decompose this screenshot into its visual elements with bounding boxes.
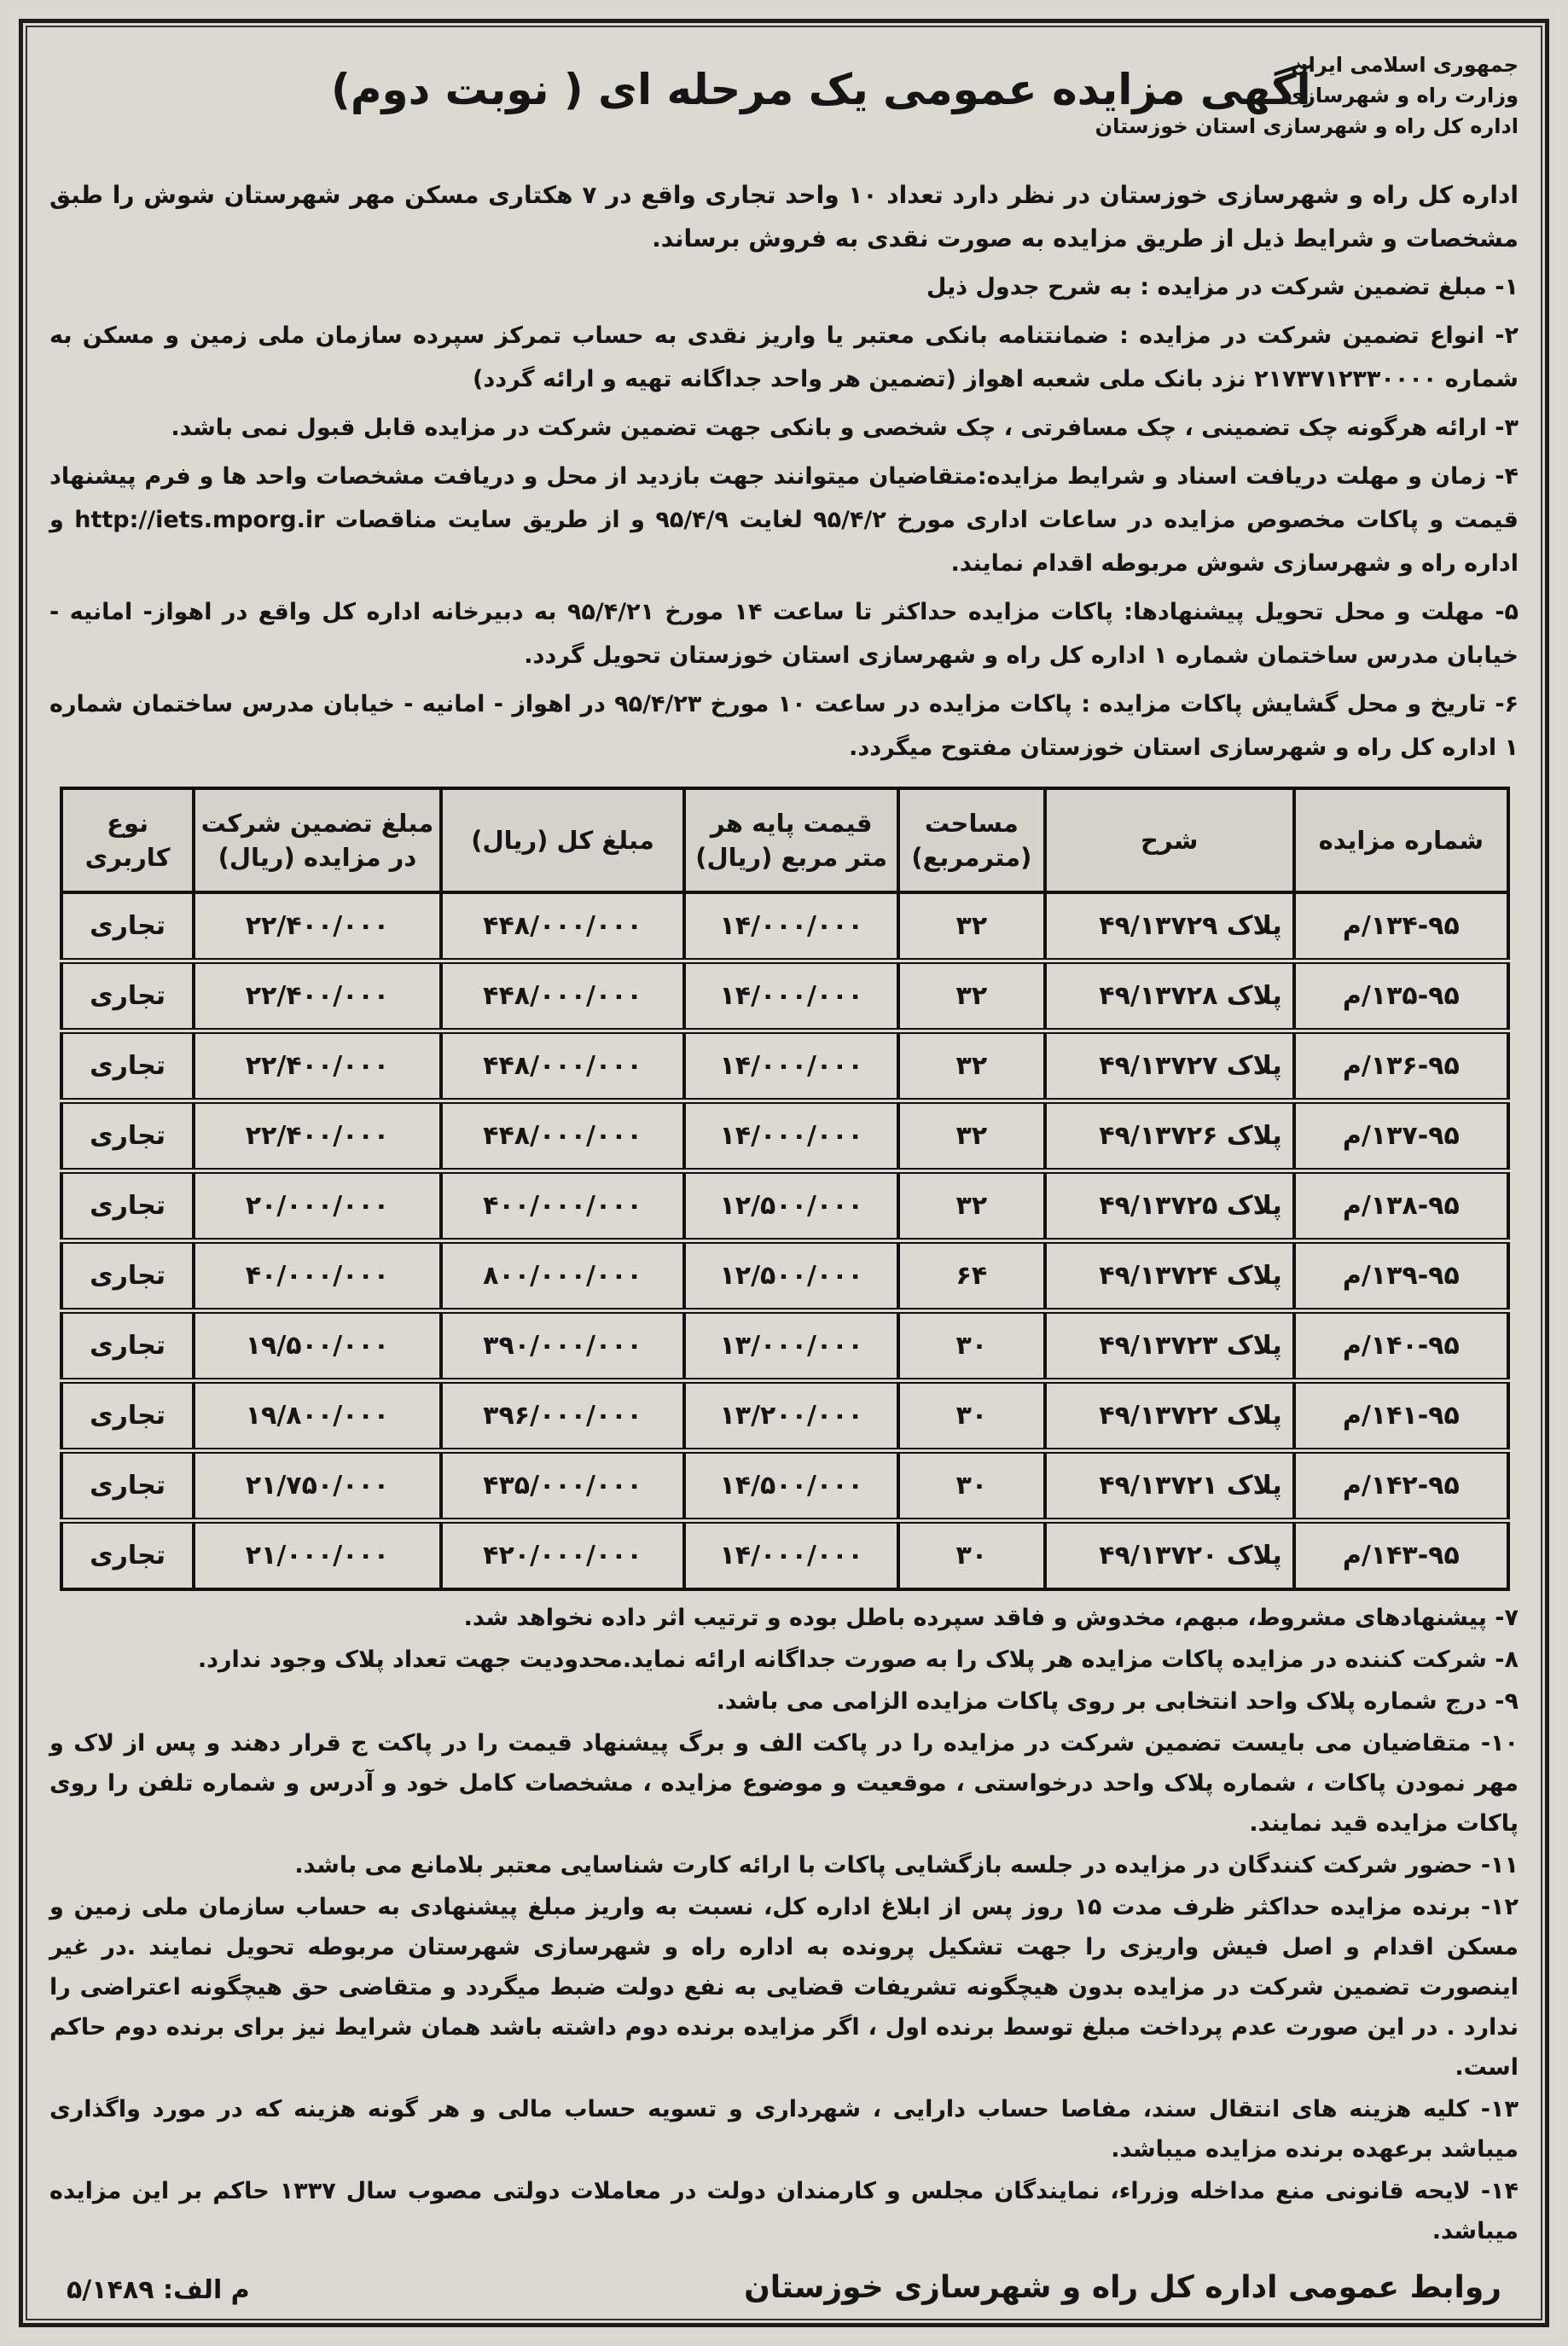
header-deposit: مبلغ تضمین شرکت در مزایده (ریال) <box>194 788 440 892</box>
header-usage: نوع کاربری <box>61 788 194 892</box>
description-cell: پلاک ۴۹/۱۳۷۲۰ <box>1045 1521 1294 1590</box>
auction-number-cell: ۱۳۹-۹۵/م <box>1294 1241 1508 1311</box>
base-price-cell: ۱۴/۰۰۰/۰۰۰ <box>684 1521 898 1590</box>
clause-4 <box>49 455 1519 585</box>
total-amount-cell: ۸۰۰/۰۰۰/۰۰۰ <box>441 1241 685 1311</box>
total-amount-cell: ۴۴۸/۰۰۰/۰۰۰ <box>441 961 685 1031</box>
description-cell: پلاک ۴۹/۱۳۷۲۷ <box>1045 1031 1294 1101</box>
total-amount-cell: ۴۴۸/۰۰۰/۰۰۰ <box>441 1101 685 1171</box>
deposit-cell: ۲۲/۴۰۰/۰۰۰ <box>194 892 440 961</box>
base-price-cell: ۱۴/۰۰۰/۰۰۰ <box>684 892 898 961</box>
table-row <box>61 1171 1508 1241</box>
table-header-row <box>61 788 1508 892</box>
condition-10: ۱۰- متقاضیان می بایست تضمین شرکت در مزایده را در پاکت الف و برگ پیشنهاد قیمت را در پاکت ج قرار دهند و پس از لاک و مهر نمودن پاکات ، شماره پلاک واحد درخواستی ، موقعیت و موضوع مزایده ، مشخصات کامل خود و آدرس و شماره تلفن را روی پاکات مزایده قید نمایند. <box>49 1730 1519 1837</box>
usage-cell: تجاری <box>61 1381 194 1451</box>
usage-cell: تجاری <box>61 892 194 961</box>
condition-9: ۹- درج شماره پلاک واحد انتخابی بر روی پاکات مزایده الزامی می باشد. <box>716 1688 1519 1715</box>
total-amount-cell: ۴۲۰/۰۰۰/۰۰۰ <box>441 1521 685 1590</box>
deposit-cell: ۲۱/۷۵۰/۰۰۰ <box>194 1451 440 1521</box>
auction-number-cell: ۱۴۰-۹۵/م <box>1294 1311 1508 1381</box>
description-cell: پلاک ۴۹/۱۳۷۲۱ <box>1045 1451 1294 1521</box>
org-line-department: اداره کل راه و شهرسازی استان خوزستان <box>1095 114 1519 138</box>
page-title: آگهی مزایده عمومی یک مرحله ای ( نوبت دوم) <box>331 65 1311 114</box>
area-cell: ۶۴ <box>898 1241 1045 1311</box>
area-cell: ۳۲ <box>898 961 1045 1031</box>
table-row <box>61 1311 1508 1381</box>
table-row <box>61 1381 1508 1451</box>
footer <box>49 2263 1519 2323</box>
condition-13: ۱۳- کلیه هزینه های انتقال سند، مفاصا حساب دارایی ، شهرداری و تسویه حساب مالی و هر گونه هزینه که در مورد واگذاری میباشد برعهده برنده مزایده میباشد. <box>49 2096 1519 2163</box>
area-cell: ۳۲ <box>898 1031 1045 1101</box>
header <box>49 49 1519 173</box>
conditions-list <box>49 1598 1519 2251</box>
auction-number-cell: ۱۳۶-۹۵/م <box>1294 1031 1508 1101</box>
auction-table-body <box>61 892 1508 1589</box>
org-line-ministry: وزارت راه و شهرسازی <box>1285 84 1519 107</box>
total-amount-cell: ۴۴۸/۰۰۰/۰۰۰ <box>441 892 685 961</box>
deposit-cell: ۱۹/۵۰۰/۰۰۰ <box>194 1311 440 1381</box>
auction-number-cell: ۱۳۷-۹۵/م <box>1294 1101 1508 1171</box>
area-cell: ۳۰ <box>898 1381 1045 1451</box>
header-total-amount: مبلغ کل (ریال) <box>441 788 685 892</box>
usage-cell: تجاری <box>61 1451 194 1521</box>
usage-cell: تجاری <box>61 1521 194 1590</box>
base-price-cell: ۱۳/۰۰۰/۰۰۰ <box>684 1311 898 1381</box>
base-price-cell: ۱۴/۵۰۰/۰۰۰ <box>684 1451 898 1521</box>
description-cell: پلاک ۴۹/۱۳۷۲۵ <box>1045 1171 1294 1241</box>
description-cell: پلاک ۴۹/۱۳۷۲۸ <box>1045 961 1294 1031</box>
deposit-cell: ۲۰/۰۰۰/۰۰۰ <box>194 1171 440 1241</box>
description-cell: پلاک ۴۹/۱۳۷۲۹ <box>1045 892 1294 961</box>
clause-3: ۳- ارائه هرگونه چک تضمینی ، چک مسافرتی ، چک شخصی و بانکی جهت تضمین شرکت در مزایده قابل قبول نمی باشد. <box>171 415 1519 441</box>
table-row <box>61 1031 1508 1101</box>
description-cell: پلاک ۴۹/۱۳۷۲۲ <box>1045 1381 1294 1451</box>
area-cell: ۳۲ <box>898 1171 1045 1241</box>
base-price-cell: ۱۴/۰۰۰/۰۰۰ <box>684 1101 898 1171</box>
total-amount-cell: ۴۳۵/۰۰۰/۰۰۰ <box>441 1451 685 1521</box>
deposit-cell: ۴۰/۰۰۰/۰۰۰ <box>194 1241 440 1311</box>
area-cell: ۳۰ <box>898 1311 1045 1381</box>
header-description: شرح <box>1045 788 1294 892</box>
usage-cell: تجاری <box>61 1171 194 1241</box>
usage-cell: تجاری <box>61 1311 194 1381</box>
area-cell: ۳۰ <box>898 1451 1045 1521</box>
base-price-cell: ۱۳/۲۰۰/۰۰۰ <box>684 1381 898 1451</box>
deposit-cell: ۲۲/۴۰۰/۰۰۰ <box>194 961 440 1031</box>
auction-number-cell: ۱۳۵-۹۵/م <box>1294 961 1508 1031</box>
advertisement-page <box>7 7 1561 2339</box>
table-row <box>61 961 1508 1031</box>
clause-2: ۲- انواع تضمین شرکت در مزایده : ضمانتنامه بانکی معتبر یا واریز نقدی به حساب تمرکز سپرده سازمان ملی زمین و مسکن به شماره ۲۱۷۳۷۱۲۳۳۰۰۰۰ نزد بانک ملی شعبه اهواز (تضمین هر واحد جداگانه تهیه و ارائه گردد) <box>49 322 1519 392</box>
description-cell: پلاک ۴۹/۱۳۷۲۴ <box>1045 1241 1294 1311</box>
area-cell: ۳۲ <box>898 1101 1045 1171</box>
intro-paragraph: اداره کل راه و شهرسازی خوزستان در نظر دارد تعداد ۱۰ واحد تجاری واقع در ۷ هکتاری مسکن مهر شهرستان شوش را طبق مشخصات و شرایط ذیل از طریق مزایده به صورت نقدی به فروش برساند. <box>49 181 1519 253</box>
usage-cell: تجاری <box>61 1101 194 1171</box>
condition-12: ۱۲- برنده مزایده حداکثر ظرف مدت ۱۵ روز پس از ابلاغ اداره کل، نسبت به واریز مبلغ پیشنهادی به حساب سازمان ملی زمین و مسکن اقدام و اصل فیش واریزی را جهت تشکیل پرونده به اداره راه و شهرسازی شهرستان مربوطه تحویل نمایند .در غیر اینصورت تضمین شرکت در مزایده بدون هیچگونه تشریفات قضایی به نفع دولت ضبط میگردد و متقاضی حق هیچگونه اعتراضی را ندارد . در این صورت عدم پرداخت مبلغ توسط برنده اول ، اگر مزایده برنده دوم داشته باشد همان شرایط نیز برای برنده دوم حاکم است. <box>49 1894 1519 2081</box>
base-price-cell: ۱۴/۰۰۰/۰۰۰ <box>684 1031 898 1101</box>
header-area: مساحت (مترمربع) <box>898 788 1045 892</box>
tender-website-link[interactable]: http://iets.mporg.ir <box>74 507 325 533</box>
area-cell: ۳۲ <box>898 892 1045 961</box>
total-amount-cell: ۴۰۰/۰۰۰/۰۰۰ <box>441 1171 685 1241</box>
table-row <box>61 1521 1508 1590</box>
description-cell: پلاک ۴۹/۱۳۷۲۳ <box>1045 1311 1294 1381</box>
total-amount-cell: ۴۴۸/۰۰۰/۰۰۰ <box>441 1031 685 1101</box>
total-amount-cell: ۳۹۰/۰۰۰/۰۰۰ <box>441 1311 685 1381</box>
header-base-price: قیمت پایه هر متر مربع (ریال) <box>684 788 898 892</box>
condition-8: ۸- شرکت کننده در مزایده پاکات مزایده هر پلاک را به صورت جداگانه ارائه نماید.محدودیت جهت تعداد پلاک وجود ندارد. <box>197 1646 1519 1673</box>
clause-4-text-a: ۴- زمان و مهلت دریافت اسناد و شرایط مزایده:متقاضیان میتوانند جهت بازدید از محل و دریافت مشخصات واحد ها و فرم پیشنهاد قیمت و پاکات مخصوص مزایده در ساعات اداری مورخ ۹۵/۴/۲ لغایت ۹۵/۴/۹ و از طریق سایت مناقصات <box>49 463 1519 533</box>
clause-5: ۵- مهلت و محل تحویل پیشنهادها: پاکات مزایده حداکثر تا ساعت ۱۴ مورخ ۹۵/۴/۲۱ به دبیرخانه اداره کل واقع در اهواز- امانیه - خیابان مدرس ساختمان شماره ۱ اداره کل راه و شهرسازی استان خوزستان تحویل گردد. <box>49 599 1519 669</box>
clause-6: ۶- تاریخ و محل گشایش پاکات مزایده : پاکات مزایده در ساعت ۱۰ مورخ ۹۵/۴/۲۳ در اهواز - امانیه - خیابان مدرس ساختمان شماره ۱ اداره کل راه و شهرسازی استان خوزستان مفتوح میگردد. <box>49 691 1519 761</box>
total-amount-cell: ۳۹۶/۰۰۰/۰۰۰ <box>441 1381 685 1451</box>
table-row <box>61 1101 1508 1171</box>
deposit-cell: ۲۲/۴۰۰/۰۰۰ <box>194 1031 440 1101</box>
public-relations-signature: روابط عمومی اداره کل راه و شهرسازی خوزستان <box>744 2270 1501 2305</box>
condition-14: ۱۴- لایحه قانونی منع مداخله وزراء، نمایندگان مجلس و کارمندان دولت در معاملات دولتی مصوب سال ۱۳۳۷ حاکم بر این مزایده میباشد. <box>49 2178 1519 2244</box>
deposit-cell: ۲۲/۴۰۰/۰۰۰ <box>194 1101 440 1171</box>
auction-number-cell: ۱۳۸-۹۵/م <box>1294 1171 1508 1241</box>
usage-cell: تجاری <box>61 961 194 1031</box>
clause-4-text-b: و اداره راه و شهرسازی شوش مربوطه اقدام نمایند. <box>49 507 1519 577</box>
table-row <box>61 892 1508 961</box>
header-auction-number: شماره مزایده <box>1294 788 1508 892</box>
usage-cell: تجاری <box>61 1241 194 1311</box>
table-row <box>61 1451 1508 1521</box>
condition-11: ۱۱- حضور شرکت کنندگان در مزایده در جلسه بازگشایی پاکات با ارائه کارت شناسایی معتبر بلامانع می باشد. <box>294 1852 1519 1879</box>
auction-number-cell: ۱۴۲-۹۵/م <box>1294 1451 1508 1521</box>
base-price-cell: ۱۴/۰۰۰/۰۰۰ <box>684 961 898 1031</box>
area-cell: ۳۰ <box>898 1521 1045 1590</box>
org-line-country: جمهوری اسلامی ایران <box>1291 53 1519 77</box>
auction-number-cell: ۱۴۱-۹۵/م <box>1294 1381 1508 1451</box>
advertisement-content <box>49 49 1519 2305</box>
table-row <box>61 1241 1508 1311</box>
clause-1: ۱- مبلغ تضمین شرکت در مزایده : به شرح جدول ذیل <box>926 274 1519 300</box>
condition-7: ۷- پیشنهادهای مشروط، مبهم، مخدوش و فاقد سپرده باطل بوده و ترتیب اثر داده نخواهد شد. <box>463 1605 1519 1631</box>
auction-number-cell: ۱۴۳-۹۵/م <box>1294 1521 1508 1590</box>
auction-number-cell: ۱۳۴-۹۵/م <box>1294 892 1508 961</box>
base-price-cell: ۱۲/۵۰۰/۰۰۰ <box>684 1171 898 1241</box>
description-cell: پلاک ۴۹/۱۳۷۲۶ <box>1045 1101 1294 1171</box>
reference-number: م الف: ۵/۱۴۸۹ <box>67 2275 250 2305</box>
auction-table <box>60 787 1510 1591</box>
base-price-cell: ۱۲/۵۰۰/۰۰۰ <box>684 1241 898 1311</box>
deposit-cell: ۱۹/۸۰۰/۰۰۰ <box>194 1381 440 1451</box>
usage-cell: تجاری <box>61 1031 194 1101</box>
deposit-cell: ۲۱/۰۰۰/۰۰۰ <box>194 1521 440 1590</box>
